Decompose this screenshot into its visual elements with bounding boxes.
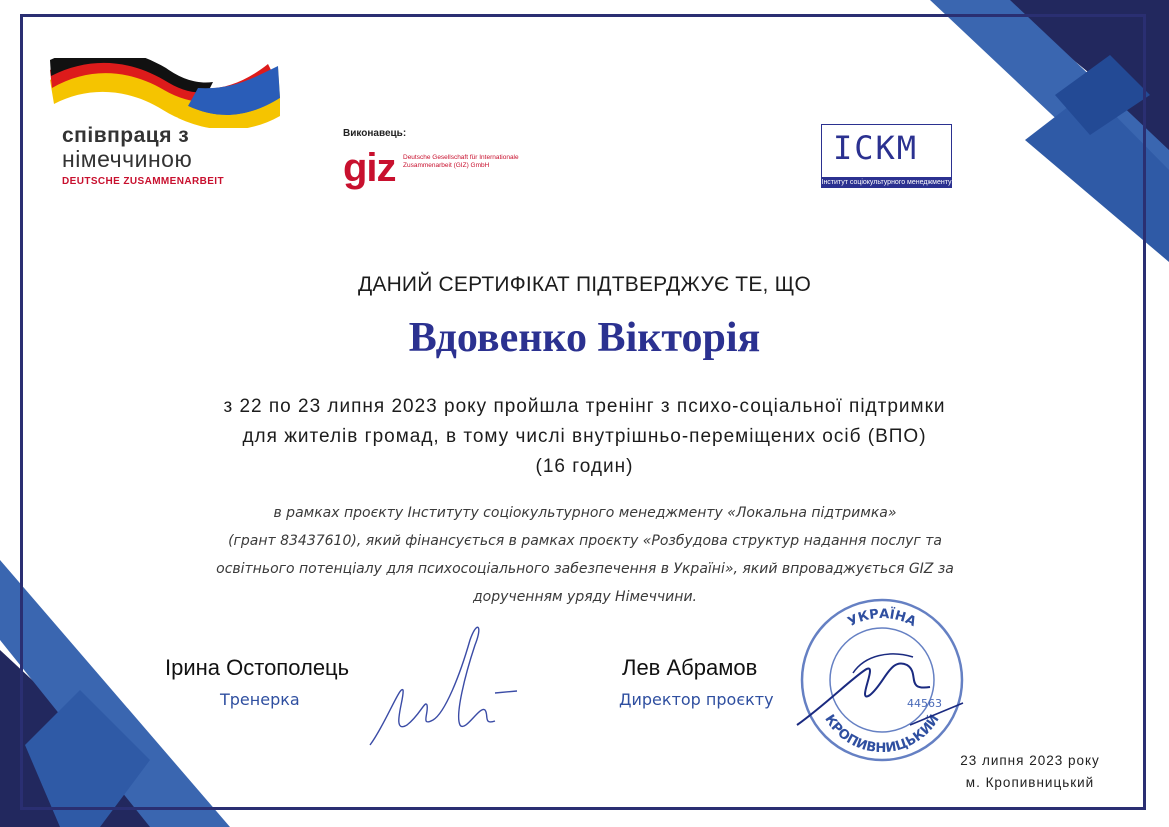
project-line-2: (грант 83437610), який фінансується в рамках проєкту «Розбудова структур надання послуг та: [228, 533, 942, 549]
director-name: Лев Абрамов: [622, 655, 758, 680]
stamp-bottom-text: КРОПИВНИЦЬКИЙ: [821, 712, 943, 757]
body-line-1: з 22 по 23 липня 2023 року пройшла тренінг з психо-соціальної підтримки: [223, 396, 946, 417]
project-line-4: дорученням уряду Німеччини.: [473, 589, 697, 605]
issue-date-place: [940, 750, 1120, 794]
cooperation-logo-line2: німеччиною: [62, 146, 193, 172]
certificate-body: [0, 392, 1169, 482]
project-line-3: освітнього потенціалу для психосоціального забезпечення в Україні», який впроваджується GIZ за: [216, 561, 954, 577]
trainer-signature: [365, 615, 525, 765]
recipient-name: Вдовенко Вікторія: [408, 315, 761, 361]
giz-logo-description: Deutsche Gesellschaft für Internationale Zusammenarbeit (GIZ) GmbH: [403, 154, 519, 169]
giz-executor-label: Виконавець:: [343, 128, 407, 139]
germany-ukraine-ribbon-logo: [48, 58, 283, 128]
body-line-2: для жителів громад, в тому числі внутрішньо-переміщених осіб (ВПО): [242, 426, 927, 447]
project-line-1: в рамках проєкту Інституту соціокультурного менеджменту «Локальна підтримка»: [273, 505, 897, 521]
stamp-code: 44563: [907, 697, 942, 710]
body-line-3: (16 годин): [535, 456, 634, 477]
cooperation-logo-line3: DEUTSCHE ZUSAMMENARBEIT: [62, 176, 224, 187]
issue-date: 23 липня 2023 року: [960, 753, 1100, 768]
iskm-logo-band: Інститут соціокультурного менеджменту: [821, 179, 952, 186]
trainer-role: Тренерка: [220, 690, 300, 709]
certificate-intro: ДАНИЙ СЕРТИФІКАТ ПІДТВЕРДЖУЄ ТЕ, ЩО: [357, 273, 812, 296]
director-role: Директор проєкту: [619, 690, 774, 709]
cooperation-logo-line1: співпраця з: [62, 124, 190, 147]
iskm-logo-text: ІСКМ: [833, 129, 919, 167]
stamp-top-text: УКРАЇНА: [845, 606, 919, 631]
giz-logo-word: giz: [343, 146, 396, 190]
issue-place: м. Кропивницький: [965, 775, 1095, 790]
trainer-name: Ірина Остополець: [165, 655, 350, 680]
official-stamp: [795, 595, 975, 765]
